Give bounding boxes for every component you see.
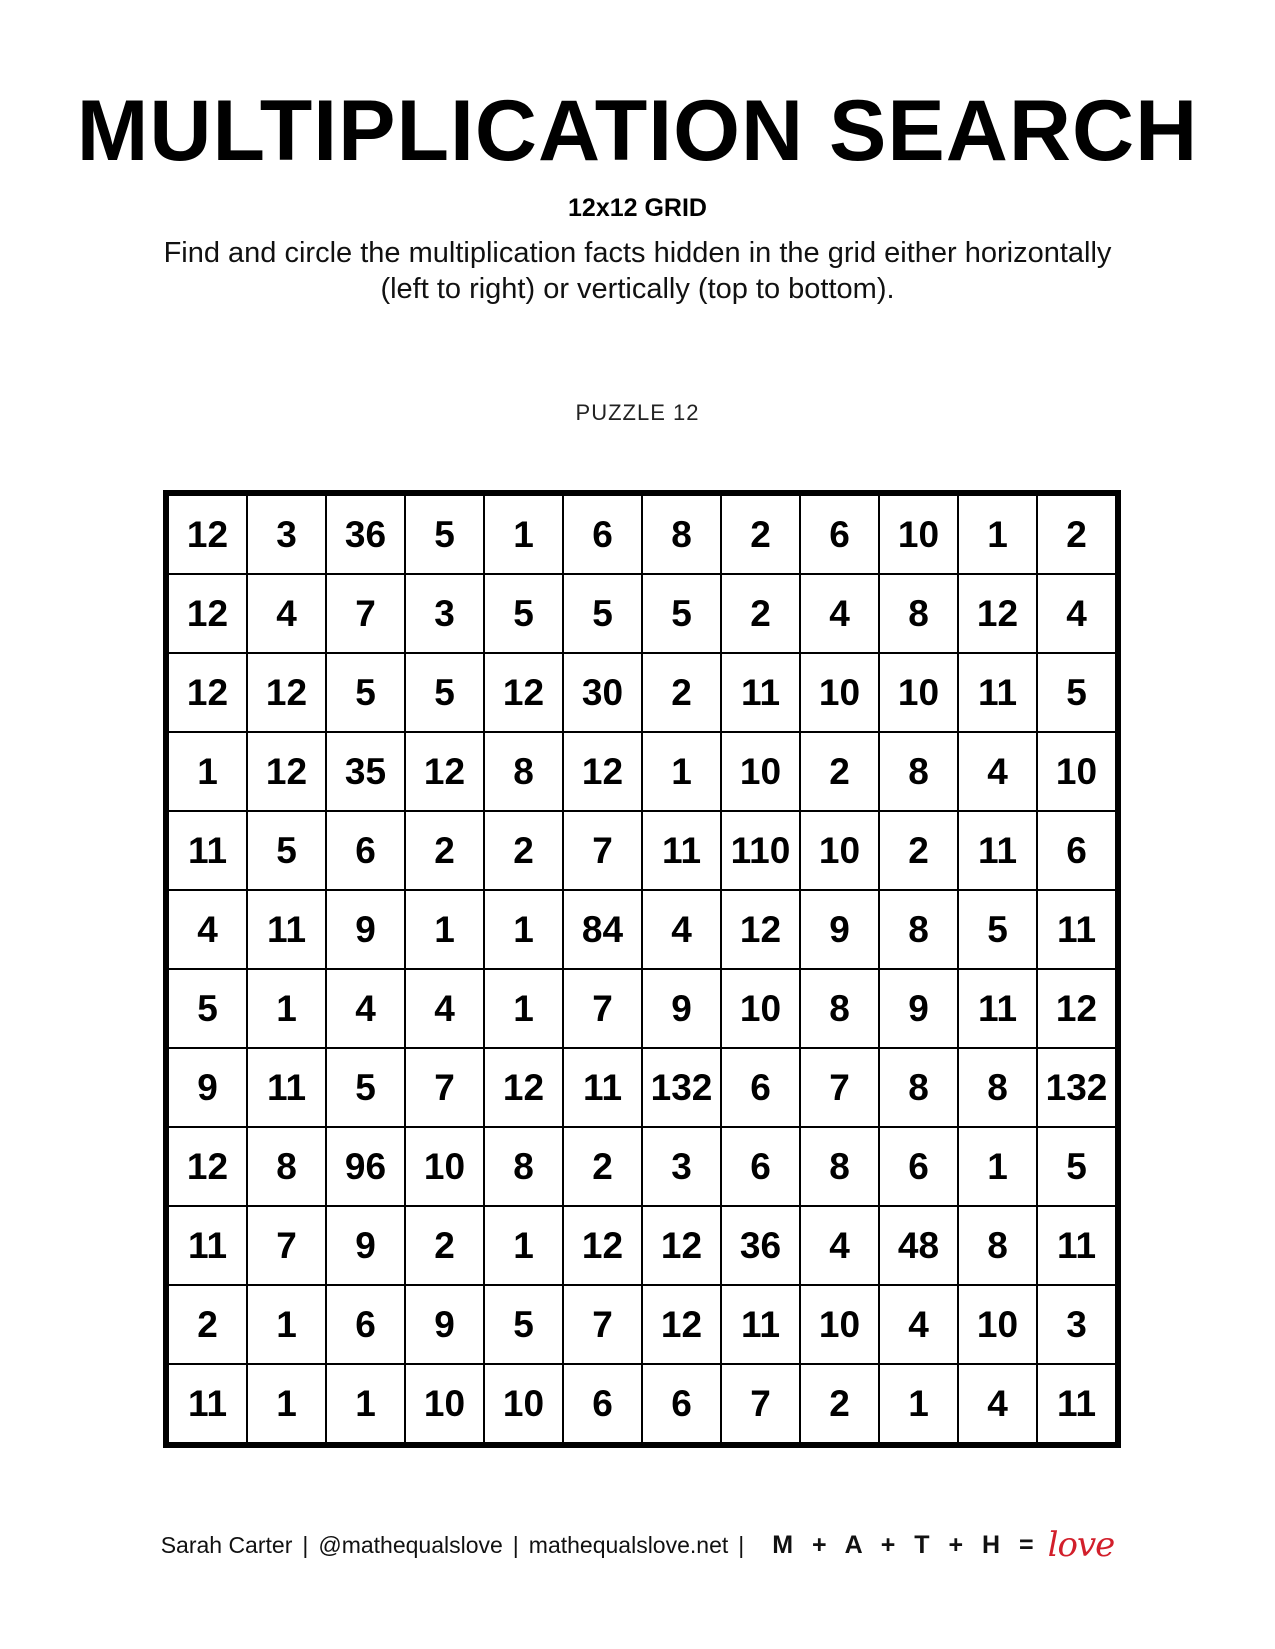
footer xyxy=(0,1525,1275,1565)
grid-cell[interactable]: 30 xyxy=(563,653,642,732)
grid-cell[interactable]: 4 xyxy=(642,890,721,969)
grid-cell[interactable]: 6 xyxy=(1037,811,1118,890)
grid-cell[interactable]: 1 xyxy=(879,1364,958,1445)
grid-cell[interactable]: 11 xyxy=(247,1048,326,1127)
website-link[interactable]: mathequalslove.net xyxy=(528,1531,729,1558)
grid-cell[interactable]: 2 xyxy=(563,1127,642,1206)
footer-separator: | xyxy=(302,1531,309,1558)
grid-cell[interactable]: 1 xyxy=(484,890,563,969)
grid-cell[interactable]: 2 xyxy=(484,811,563,890)
grid-cell[interactable]: 5 xyxy=(484,574,563,653)
grid-cell[interactable]: 12 xyxy=(642,1206,721,1285)
grid-cell[interactable]: 4 xyxy=(1037,574,1118,653)
grid-cell[interactable]: 12 xyxy=(166,1127,247,1206)
grid-cell[interactable]: 6 xyxy=(326,1285,405,1364)
grid-cell[interactable]: 5 xyxy=(1037,653,1118,732)
grid-cell[interactable]: 9 xyxy=(166,1048,247,1127)
grid-cell[interactable]: 5 xyxy=(166,969,247,1048)
grid-cell[interactable]: 10 xyxy=(721,969,800,1048)
grid-cell[interactable]: 4 xyxy=(958,1364,1037,1445)
grid-cell[interactable]: 3 xyxy=(247,493,326,574)
grid-cell[interactable]: 8 xyxy=(958,1048,1037,1127)
grid-cell[interactable]: 9 xyxy=(879,969,958,1048)
grid-cell[interactable]: 12 xyxy=(247,732,326,811)
footer-separator: | xyxy=(738,1531,745,1558)
grid-cell[interactable]: 1 xyxy=(484,493,563,574)
grid-cell[interactable]: 5 xyxy=(642,574,721,653)
grid-cell[interactable]: 36 xyxy=(721,1206,800,1285)
grid-cell[interactable]: 11 xyxy=(958,969,1037,1048)
grid-cell[interactable]: 1 xyxy=(247,969,326,1048)
grid-cell[interactable]: 12 xyxy=(405,732,484,811)
grid-cell[interactable]: 7 xyxy=(326,574,405,653)
grid-cell[interactable]: 12 xyxy=(247,653,326,732)
grid-cell[interactable]: 6 xyxy=(563,493,642,574)
grid-cell[interactable]: 11 xyxy=(642,811,721,890)
grid-cell[interactable]: 4 xyxy=(958,732,1037,811)
grid-cell[interactable]: 1 xyxy=(166,732,247,811)
grid-cell[interactable]: 12 xyxy=(642,1285,721,1364)
grid-cell[interactable]: 7 xyxy=(563,1285,642,1364)
grid-cell[interactable]: 12 xyxy=(721,890,800,969)
author-name: Sarah Carter xyxy=(160,1531,293,1558)
grid-cell[interactable]: 9 xyxy=(800,890,879,969)
grid-cell[interactable]: 4 xyxy=(879,1285,958,1364)
grid-cell[interactable]: 12 xyxy=(563,1206,642,1285)
grid-cell[interactable]: 7 xyxy=(247,1206,326,1285)
grid-cell[interactable]: 6 xyxy=(800,493,879,574)
grid-cell[interactable]: 7 xyxy=(800,1048,879,1127)
grid-cell[interactable]: 6 xyxy=(721,1048,800,1127)
grid-cell[interactable]: 4 xyxy=(326,969,405,1048)
grid-cell[interactable]: 2 xyxy=(1037,493,1118,574)
grid-cell[interactable]: 1 xyxy=(958,493,1037,574)
grid-cell[interactable]: 5 xyxy=(326,653,405,732)
grid-row xyxy=(166,732,1118,811)
grid-cell[interactable]: 4 xyxy=(247,574,326,653)
grid-cell[interactable]: 10 xyxy=(405,1364,484,1445)
grid-cell[interactable]: 11 xyxy=(1037,1364,1118,1445)
grid-cell[interactable]: 10 xyxy=(484,1364,563,1445)
love-script-logo: love xyxy=(1047,1525,1115,1565)
grid-cell[interactable]: 1 xyxy=(326,1364,405,1445)
grid-cell[interactable]: 35 xyxy=(326,732,405,811)
grid-cell[interactable]: 5 xyxy=(1037,1127,1118,1206)
grid-cell[interactable]: 11 xyxy=(721,1285,800,1364)
grid-cell[interactable]: 132 xyxy=(1037,1048,1118,1127)
grid-cell[interactable]: 11 xyxy=(958,653,1037,732)
grid-cell[interactable]: 8 xyxy=(958,1206,1037,1285)
grid-row xyxy=(166,1364,1118,1445)
grid-cell[interactable]: 9 xyxy=(326,1206,405,1285)
grid-row xyxy=(166,890,1118,969)
grid-cell[interactable]: 11 xyxy=(247,890,326,969)
grid-cell[interactable]: 8 xyxy=(642,493,721,574)
grid-cell[interactable]: 5 xyxy=(484,1285,563,1364)
grid-row xyxy=(166,1285,1118,1364)
grid-cell[interactable]: 5 xyxy=(958,890,1037,969)
grid-cell[interactable]: 10 xyxy=(800,1285,879,1364)
grid-cell[interactable]: 5 xyxy=(405,653,484,732)
grid-cell[interactable]: 12 xyxy=(484,1048,563,1127)
grid-cell[interactable]: 1 xyxy=(642,732,721,811)
grid-cell[interactable]: 12 xyxy=(166,653,247,732)
grid-row xyxy=(166,969,1118,1048)
grid-cell[interactable]: 8 xyxy=(879,1048,958,1127)
grid-cell[interactable]: 4 xyxy=(800,574,879,653)
grid-cell[interactable]: 2 xyxy=(721,493,800,574)
grid-cell[interactable]: 8 xyxy=(247,1127,326,1206)
grid-cell[interactable]: 110 xyxy=(721,811,800,890)
footer-separator: | xyxy=(512,1531,519,1558)
grid-cell[interactable]: 12 xyxy=(166,493,247,574)
brand-logo-text: M + A + T + H = xyxy=(772,1530,1040,1559)
grid-row xyxy=(166,1048,1118,1127)
grid-cell[interactable]: 48 xyxy=(879,1206,958,1285)
grid-cell[interactable]: 10 xyxy=(958,1285,1037,1364)
grid-cell[interactable]: 2 xyxy=(879,811,958,890)
grid-cell[interactable]: 11 xyxy=(166,1364,247,1445)
grid-cell[interactable]: 1 xyxy=(484,969,563,1048)
grid-row xyxy=(166,574,1118,653)
grid-cell[interactable]: 4 xyxy=(800,1206,879,1285)
grid-cell[interactable]: 10 xyxy=(405,1127,484,1206)
grid-cell[interactable]: 2 xyxy=(405,811,484,890)
grid-cell[interactable]: 6 xyxy=(721,1127,800,1206)
grid-cell[interactable]: 1 xyxy=(247,1285,326,1364)
number-search-grid xyxy=(163,490,1121,1448)
grid-cell[interactable]: 10 xyxy=(800,653,879,732)
grid-cell[interactable]: 3 xyxy=(642,1127,721,1206)
grid-cell[interactable]: 11 xyxy=(958,811,1037,890)
grid-row xyxy=(166,811,1118,890)
grid-cell[interactable]: 9 xyxy=(326,890,405,969)
grid-cell[interactable]: 10 xyxy=(1037,732,1118,811)
grid-size-subtitle: 12x12 GRID xyxy=(568,194,707,222)
grid-cell[interactable]: 7 xyxy=(405,1048,484,1127)
grid-cell[interactable]: 6 xyxy=(879,1127,958,1206)
grid-cell[interactable]: 1 xyxy=(958,1127,1037,1206)
grid-cell[interactable]: 2 xyxy=(405,1206,484,1285)
grid-cell[interactable]: 8 xyxy=(484,732,563,811)
social-handle: @mathequalslove xyxy=(318,1531,503,1558)
grid-cell[interactable]: 2 xyxy=(721,574,800,653)
grid-cell[interactable]: 1 xyxy=(484,1206,563,1285)
grid-cell[interactable]: 1 xyxy=(405,890,484,969)
grid-cell[interactable]: 11 xyxy=(166,1206,247,1285)
grid-cell[interactable]: 11 xyxy=(721,653,800,732)
grid-cell[interactable]: 5 xyxy=(405,493,484,574)
grid-cell[interactable]: 12 xyxy=(1037,969,1118,1048)
grid-cell[interactable]: 7 xyxy=(563,969,642,1048)
grid-cell[interactable]: 10 xyxy=(879,493,958,574)
page-title: MULTIPLICATION SEARCH xyxy=(76,83,1199,179)
grid-cell[interactable]: 4 xyxy=(405,969,484,1048)
grid-cell[interactable]: 10 xyxy=(721,732,800,811)
grid-row xyxy=(166,653,1118,732)
grid-cell[interactable]: 6 xyxy=(642,1364,721,1445)
grid-cell[interactable]: 3 xyxy=(1037,1285,1118,1364)
grid-cell[interactable]: 11 xyxy=(1037,890,1118,969)
grid-cell[interactable]: 5 xyxy=(563,574,642,653)
grid-cell[interactable]: 11 xyxy=(1037,1206,1118,1285)
grid-cell[interactable]: 8 xyxy=(879,574,958,653)
grid-cell[interactable]: 11 xyxy=(166,811,247,890)
grid-cell[interactable]: 2 xyxy=(166,1285,247,1364)
grid-cell[interactable]: 2 xyxy=(800,1364,879,1445)
grid-row xyxy=(166,1127,1118,1206)
grid-cell[interactable]: 1 xyxy=(247,1364,326,1445)
grid-cell[interactable]: 12 xyxy=(563,732,642,811)
grid-cell[interactable]: 8 xyxy=(484,1127,563,1206)
grid-cell[interactable]: 11 xyxy=(563,1048,642,1127)
puzzle-label: PUZZLE 12 xyxy=(575,400,700,425)
grid-cell[interactable]: 5 xyxy=(326,1048,405,1127)
grid-cell[interactable]: 7 xyxy=(563,811,642,890)
grid-cell[interactable]: 84 xyxy=(563,890,642,969)
grid-cell[interactable]: 9 xyxy=(642,969,721,1048)
grid-cell[interactable]: 8 xyxy=(800,969,879,1048)
grid-cell[interactable]: 5 xyxy=(247,811,326,890)
grid-cell[interactable]: 12 xyxy=(484,653,563,732)
grid-cell[interactable]: 12 xyxy=(958,574,1037,653)
grid-row xyxy=(166,1206,1118,1285)
grid-cell[interactable]: 2 xyxy=(642,653,721,732)
grid-cell[interactable]: 8 xyxy=(879,732,958,811)
grid-cell[interactable]: 8 xyxy=(800,1127,879,1206)
grid-cell[interactable]: 36 xyxy=(326,493,405,574)
grid-cell[interactable]: 96 xyxy=(326,1127,405,1206)
grid-cell[interactable]: 10 xyxy=(879,653,958,732)
grid-row xyxy=(166,493,1118,574)
grid-cell[interactable]: 9 xyxy=(405,1285,484,1364)
grid-cell[interactable]: 7 xyxy=(721,1364,800,1445)
grid-cell[interactable]: 3 xyxy=(405,574,484,653)
grid-cell[interactable]: 132 xyxy=(642,1048,721,1127)
grid-cell[interactable]: 6 xyxy=(326,811,405,890)
grid-cell[interactable]: 6 xyxy=(563,1364,642,1445)
instructions: Find and circle the multiplication facts hidden in the grid either horizontally (left to right) or vertically (top to bottom). xyxy=(163,237,1112,305)
grid-cell[interactable]: 10 xyxy=(800,811,879,890)
grid-cell[interactable]: 2 xyxy=(800,732,879,811)
grid-cell[interactable]: 8 xyxy=(879,890,958,969)
grid-cell[interactable]: 12 xyxy=(166,574,247,653)
grid-cell[interactable]: 4 xyxy=(166,890,247,969)
